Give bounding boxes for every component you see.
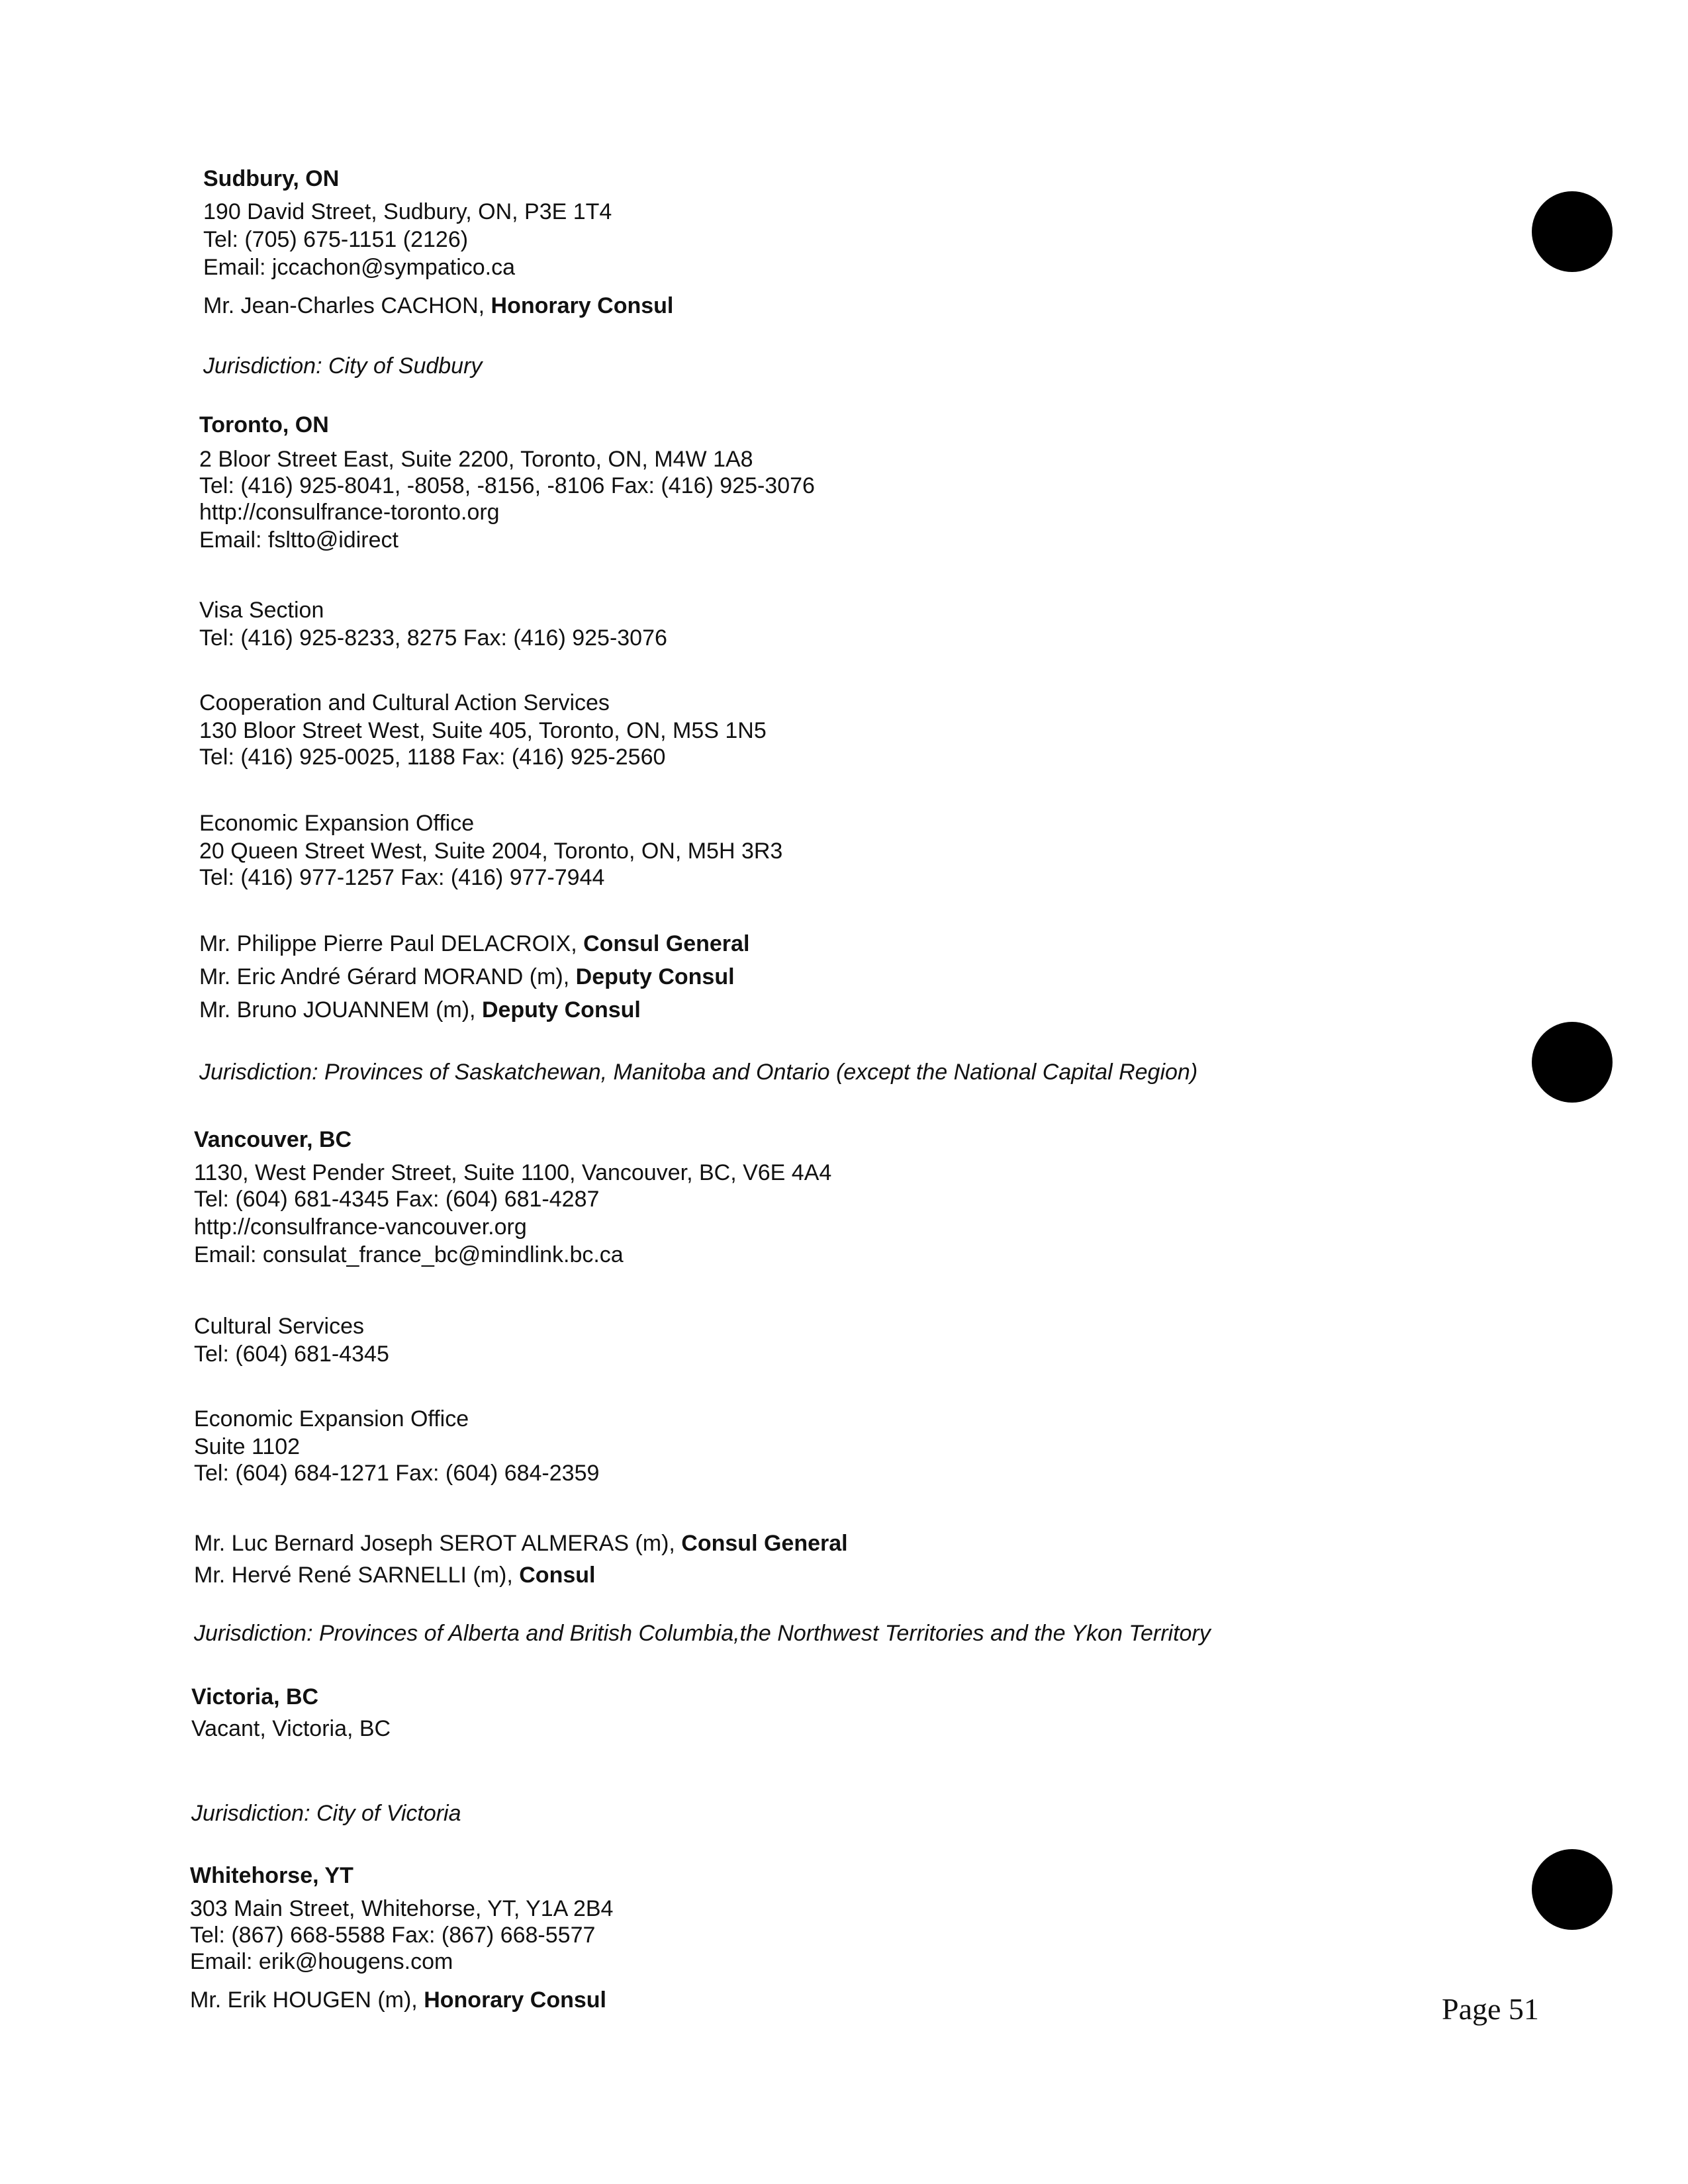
- cooperation-label: Cooperation and Cultural Action Services: [199, 690, 610, 715]
- economic-office-telephone: Tel: (416) 977-1257 Fax: (416) 977-7944: [199, 865, 605, 890]
- city-heading: Whitehorse, YT: [190, 1863, 353, 1888]
- official-title: Deputy Consul: [481, 997, 641, 1023]
- jurisdiction: Jurisdiction: City of Victoria: [191, 1801, 461, 1826]
- website-link[interactable]: http://consulfrance-toronto.org: [199, 500, 500, 525]
- cooperation-address: 130 Bloor Street West, Suite 405, Toronto, ON, M5S 1N5: [199, 718, 767, 743]
- email: Email: jccachon@sympatico.ca: [203, 255, 516, 280]
- email: Email: fsltto@idirect: [199, 527, 399, 553]
- email: Email: erik@hougens.com: [190, 1949, 453, 1974]
- official-name: Mr. Hervé René SARNELLI (m),: [194, 1563, 520, 1588]
- official-name: Mr. Eric André Gérard MORAND (m),: [199, 964, 576, 989]
- economic-office-address: 20 Queen Street West, Suite 2004, Toronto, ON, M5H 3R3: [199, 839, 783, 864]
- city-heading: Toronto, ON: [199, 412, 329, 437]
- official-name: Mr. Bruno JOUANNEM (m),: [199, 997, 482, 1023]
- cultural-services-label: Cultural Services: [194, 1314, 364, 1339]
- official-title: Honorary Consul: [424, 1987, 607, 2013]
- jurisdiction: Jurisdiction: Provinces of Alberta and British Columbia,the Northwest Territories and the Ykon Territory: [194, 1621, 1211, 1646]
- economic-office-label: Economic Expansion Office: [194, 1406, 469, 1432]
- telephone: Tel: (705) 675-1151 (2126): [203, 227, 469, 252]
- jurisdiction: Jurisdiction: Provinces of Saskatchewan, Manitoba and Ontario (except the National Capital Region): [199, 1060, 1198, 1085]
- telephone: Tel: (604) 681-4345 Fax: (604) 681-4287: [194, 1187, 600, 1212]
- official-title: Consul: [519, 1563, 596, 1588]
- city-heading: Sudbury, ON: [203, 166, 340, 191]
- economic-office-telephone: Tel: (604) 684-1271 Fax: (604) 684-2359: [194, 1461, 600, 1486]
- economic-office-suite: Suite 1102: [194, 1434, 301, 1459]
- address: 190 David Street, Sudbury, ON, P3E 1T4: [203, 199, 612, 224]
- official: [194, 1562, 595, 1588]
- official-title: Deputy Consul: [575, 964, 735, 989]
- official: [194, 1530, 848, 1557]
- official: [199, 931, 749, 957]
- address: 1130, West Pender Street, Suite 1100, Vancouver, BC, V6E 4A4: [194, 1160, 832, 1185]
- official: [199, 964, 735, 990]
- cooperation-telephone: Tel: (416) 925-0025, 1188 Fax: (416) 925-2560: [199, 745, 666, 770]
- official: [190, 1987, 606, 2013]
- website-link[interactable]: http://consulfrance-vancouver.org: [194, 1214, 527, 1240]
- economic-office-label: Economic Expansion Office: [199, 811, 475, 836]
- telephone: Tel: (867) 668-5588 Fax: (867) 668-5577: [190, 1923, 596, 1948]
- address: Vacant, Victoria, BC: [191, 1716, 391, 1741]
- visa-section-label: Visa Section: [199, 598, 324, 623]
- official-title: Honorary Consul: [491, 293, 674, 318]
- visa-telephone: Tel: (416) 925-8233, 8275 Fax: (416) 925-3076: [199, 625, 667, 651]
- official-name: Mr. Philippe Pierre Paul DELACROIX,: [199, 931, 584, 956]
- cultural-services-telephone: Tel: (604) 681-4345: [194, 1342, 389, 1367]
- official: [203, 293, 673, 319]
- punch-hole: [1532, 191, 1613, 272]
- punch-hole: [1532, 1022, 1613, 1103]
- official-title: Consul General: [583, 931, 750, 956]
- punch-hole: [1532, 1849, 1613, 1930]
- official-title: Consul General: [681, 1531, 848, 1556]
- official: [199, 997, 641, 1023]
- jurisdiction: Jurisdiction: City of Sudbury: [203, 353, 483, 379]
- page-number: Page 51: [1442, 1992, 1539, 2026]
- city-heading: Victoria, BC: [191, 1684, 319, 1709]
- city-heading: Vancouver, BC: [194, 1127, 352, 1152]
- email: Email: consulat_france_bc@mindlink.bc.ca: [194, 1242, 624, 1267]
- official-name: Mr. Jean-Charles CACHON,: [203, 293, 491, 318]
- official-name: Mr. Luc Bernard Joseph SEROT ALMERAS (m),: [194, 1531, 682, 1556]
- address: 2 Bloor Street East, Suite 2200, Toronto, ON, M4W 1A8: [199, 447, 753, 472]
- telephone: Tel: (416) 925-8041, -8058, -8156, -8106 Fax: (416) 925-3076: [199, 473, 815, 498]
- address: 303 Main Street, Whitehorse, YT, Y1A 2B4: [190, 1896, 614, 1921]
- official-name: Mr. Erik HOUGEN (m),: [190, 1987, 424, 2013]
